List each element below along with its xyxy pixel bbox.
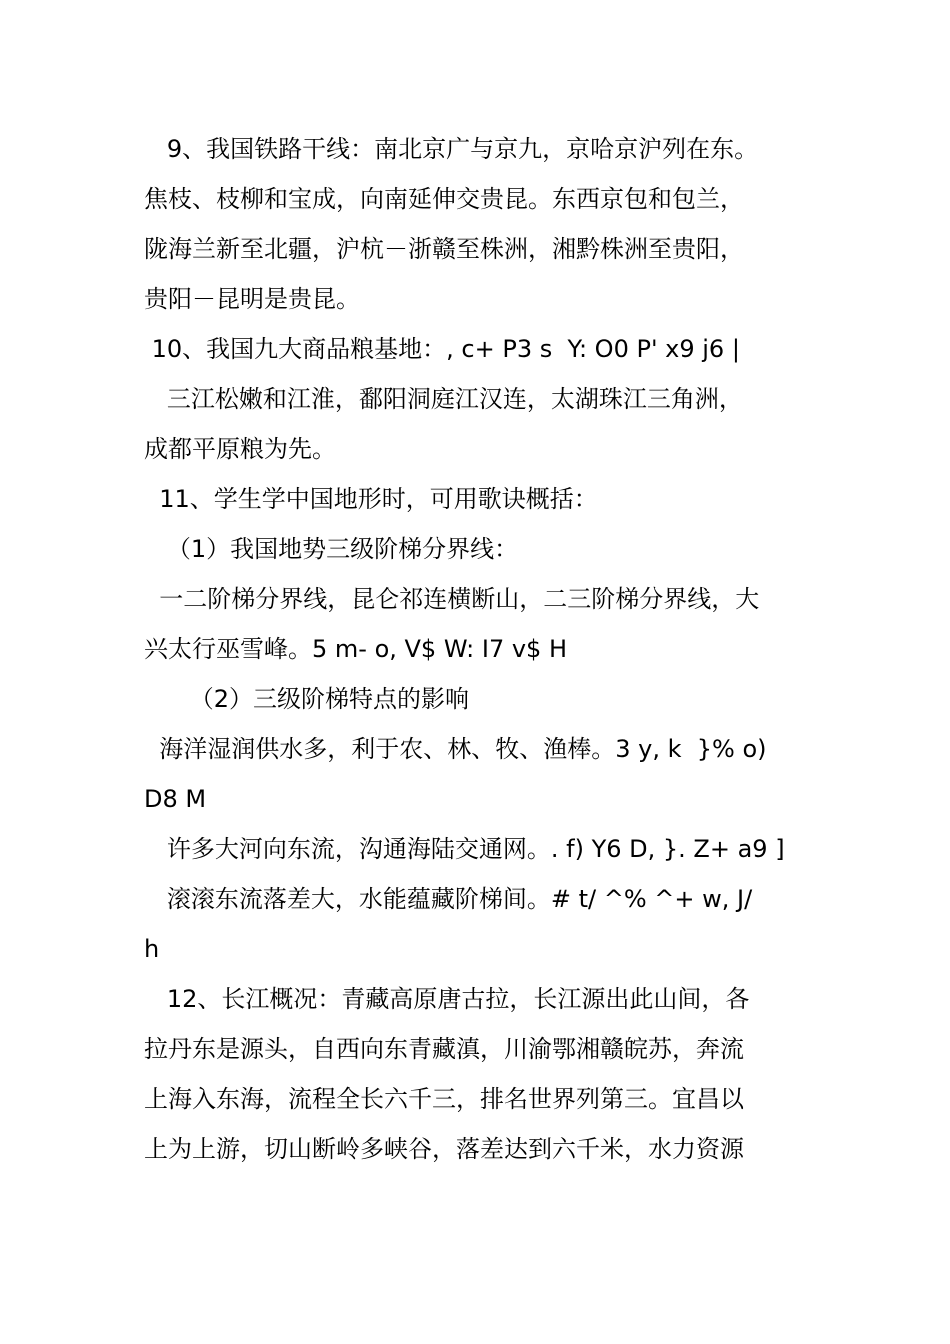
text-line-terrain-heading: 11、学生学中国地形时，可用歌诀概括： xyxy=(144,485,598,513)
text-line-yangtze-4: 上为上游，切山断岭多峡谷，落差达到六千米，水力资源 xyxy=(144,1135,744,1163)
text-line-terrain-sub-1: （1）我国地势三级阶梯分界线： xyxy=(144,535,519,563)
text-line-terrain-6: 滚滚东流落差大，水能蕴藏阶梯间。# t/ ^% ^+ w, J/ xyxy=(144,885,753,913)
text-line-terrain-7: h xyxy=(144,935,160,963)
text-line-terrain-5: 许多大河向东流，沟通海陆交通网。. f) Y6 D, }. Z+ a9 ] xyxy=(144,835,785,863)
text-line-yangtze-3: 上海入东海，流程全长六千三，排名世界列第三。宜昌以 xyxy=(144,1085,744,1113)
text-line-railway-2: 焦枝、枝柳和宝成，向南延伸交贵昆。东西京包和包兰， xyxy=(144,185,744,213)
text-line-yangtze-1: 12、长江概况：青藏高原唐古拉，长江源出此山间，各 xyxy=(144,985,750,1013)
text-line-railway-3: 陇海兰新至北疆，沪杭－浙赣至株洲，湘黔株洲至贵阳， xyxy=(144,235,744,263)
text-line-grain-heading: 10、我国九大商品粮基地：, c+ P3 s Y: O0 P' x9 j6 | xyxy=(144,335,740,363)
text-line-yangtze-2: 拉丹东是源头，自西向东青藏滇，川渝鄂湘赣皖苏，奔流 xyxy=(144,1035,744,1063)
text-line-railway-1: 9、我国铁路干线：南北京广与京九，京哈京沪列在东。 xyxy=(144,135,759,163)
text-line-railway-4: 贵阳－昆明是贵昆。 xyxy=(144,285,360,313)
text-line-terrain-4: D8 M xyxy=(144,785,207,813)
text-line-terrain-2: 兴太行巫雪峰。5 m- o, V$ W: I7 v$ H xyxy=(144,635,567,663)
text-line-terrain-3: 海洋湿润供水多，利于农、林、牧、渔棒。3 y, k }% o) xyxy=(144,735,767,763)
text-line-terrain-1: 一二阶梯分界线，昆仑祁连横断山，二三阶梯分界线，大 xyxy=(144,585,760,613)
text-line-grain-1: 三江松嫩和江淮，鄱阳洞庭江汉连，太湖珠江三角洲， xyxy=(144,385,743,413)
text-line-grain-2: 成都平原粮为先。 xyxy=(144,435,336,463)
text-line-terrain-sub-2: （2）三级阶梯特点的影响 xyxy=(144,685,470,713)
